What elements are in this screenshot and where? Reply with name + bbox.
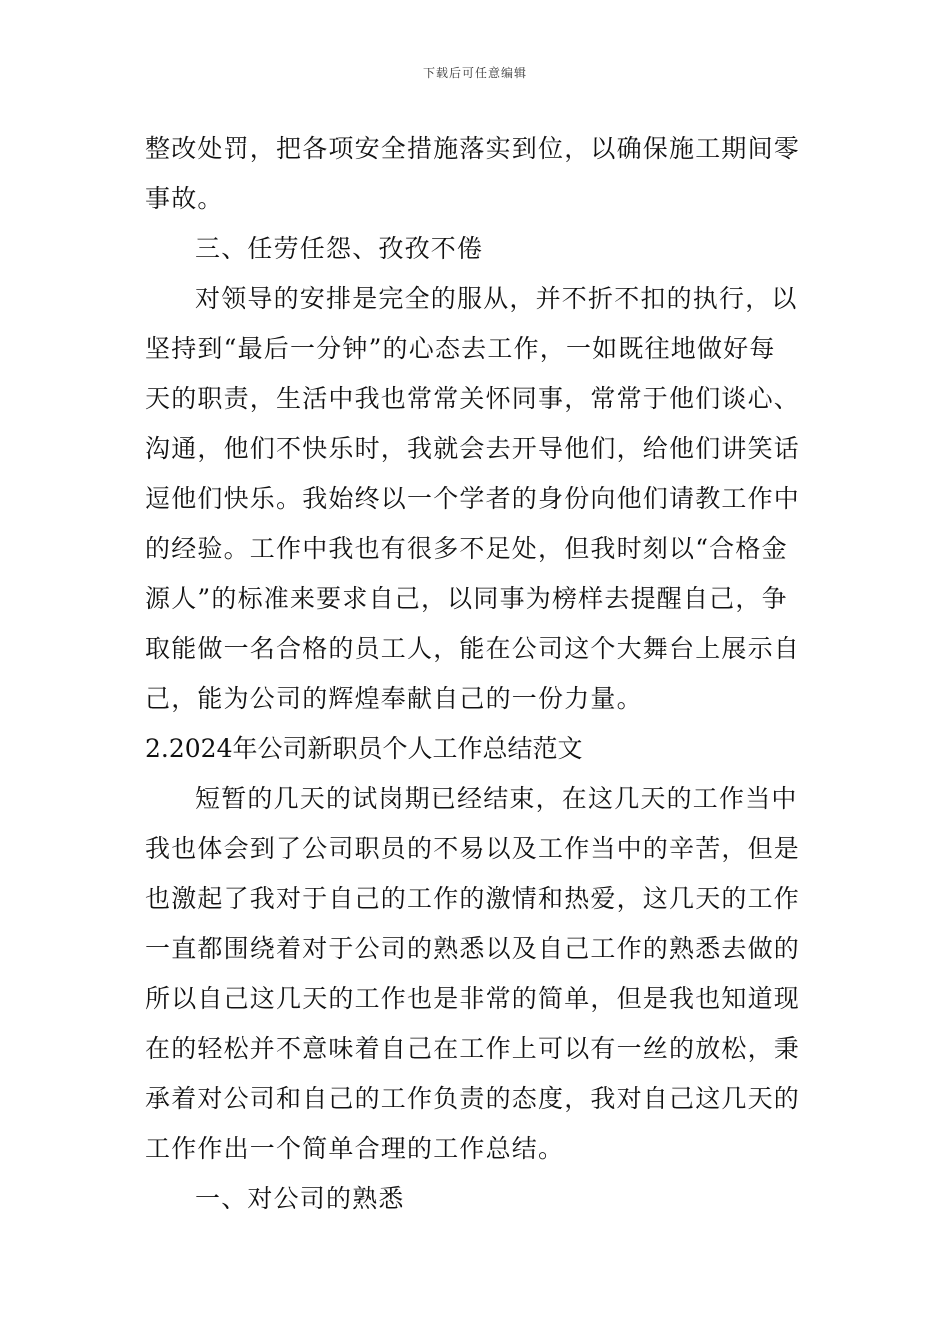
body-line: 工作作出一个简单合理的工作总结。 xyxy=(145,1134,565,1163)
document-body xyxy=(145,124,810,1224)
body-line: 源人”的标准来要求自己，以同事为榜样去提醒自己，争 xyxy=(145,584,788,613)
body-line: 逗他们快乐。我始终以一个学者的身份向他们请教工作中 xyxy=(145,484,801,513)
body-line: 坚持到“最后一分钟”的心态去工作，一如既往地做好每 xyxy=(145,334,776,363)
body-line: 整改处罚，把各项安全措施落实到位，以确保施工期间零 xyxy=(145,134,801,163)
body-line: 天的职责，生活中我也常常关怀同事，常常于他们谈心、 xyxy=(145,384,801,413)
body-line: 沟通，他们不快乐时，我就会去开导他们，给他们讲笑话 xyxy=(145,434,801,463)
body-line: 一直都围绕着对于公司的熟悉以及自己工作的熟悉去做的 xyxy=(145,934,801,963)
section-heading: 一、对公司的熟悉 xyxy=(195,1184,405,1213)
section-heading: 三、任劳任怨、孜孜不倦 xyxy=(195,234,484,263)
body-line: 我也体会到了公司职员的不易以及工作当中的辛苦，但是 xyxy=(145,834,801,863)
body-line: 也激起了我对于自己的工作的激情和热爱，这几天的工作 xyxy=(145,884,801,913)
body-line: 事故。 xyxy=(145,184,224,213)
body-line: 承着对公司和自己的工作负责的态度，我对自己这几天的 xyxy=(145,1084,801,1113)
body-line: 的经验。工作中我也有很多不足处，但我时刻以“合格金 xyxy=(145,534,788,563)
page-header: 下载后可任意编辑 xyxy=(422,66,527,80)
body-line: 己，能为公司的辉煌奉献自己的一份力量。 xyxy=(145,684,643,713)
body-line: 所以自己这几天的工作也是非常的简单，但是我也知道现 xyxy=(145,984,801,1013)
body-line: 取能做一名合格的员工人，能在公司这个大舞台上展示自 xyxy=(145,634,801,663)
body-line: 在的轻松并不意味着自己在工作上可以有一丝的放松，秉 xyxy=(145,1034,801,1063)
body-line: 对领导的安排是完全的服从，并不折不扣的执行，以 xyxy=(195,284,798,313)
article-title: 2.2024年公司新职员个人工作总结范文 xyxy=(145,734,583,763)
body-line: 短暂的几天的试岗期已经结束，在这几天的工作当中 xyxy=(195,784,798,813)
